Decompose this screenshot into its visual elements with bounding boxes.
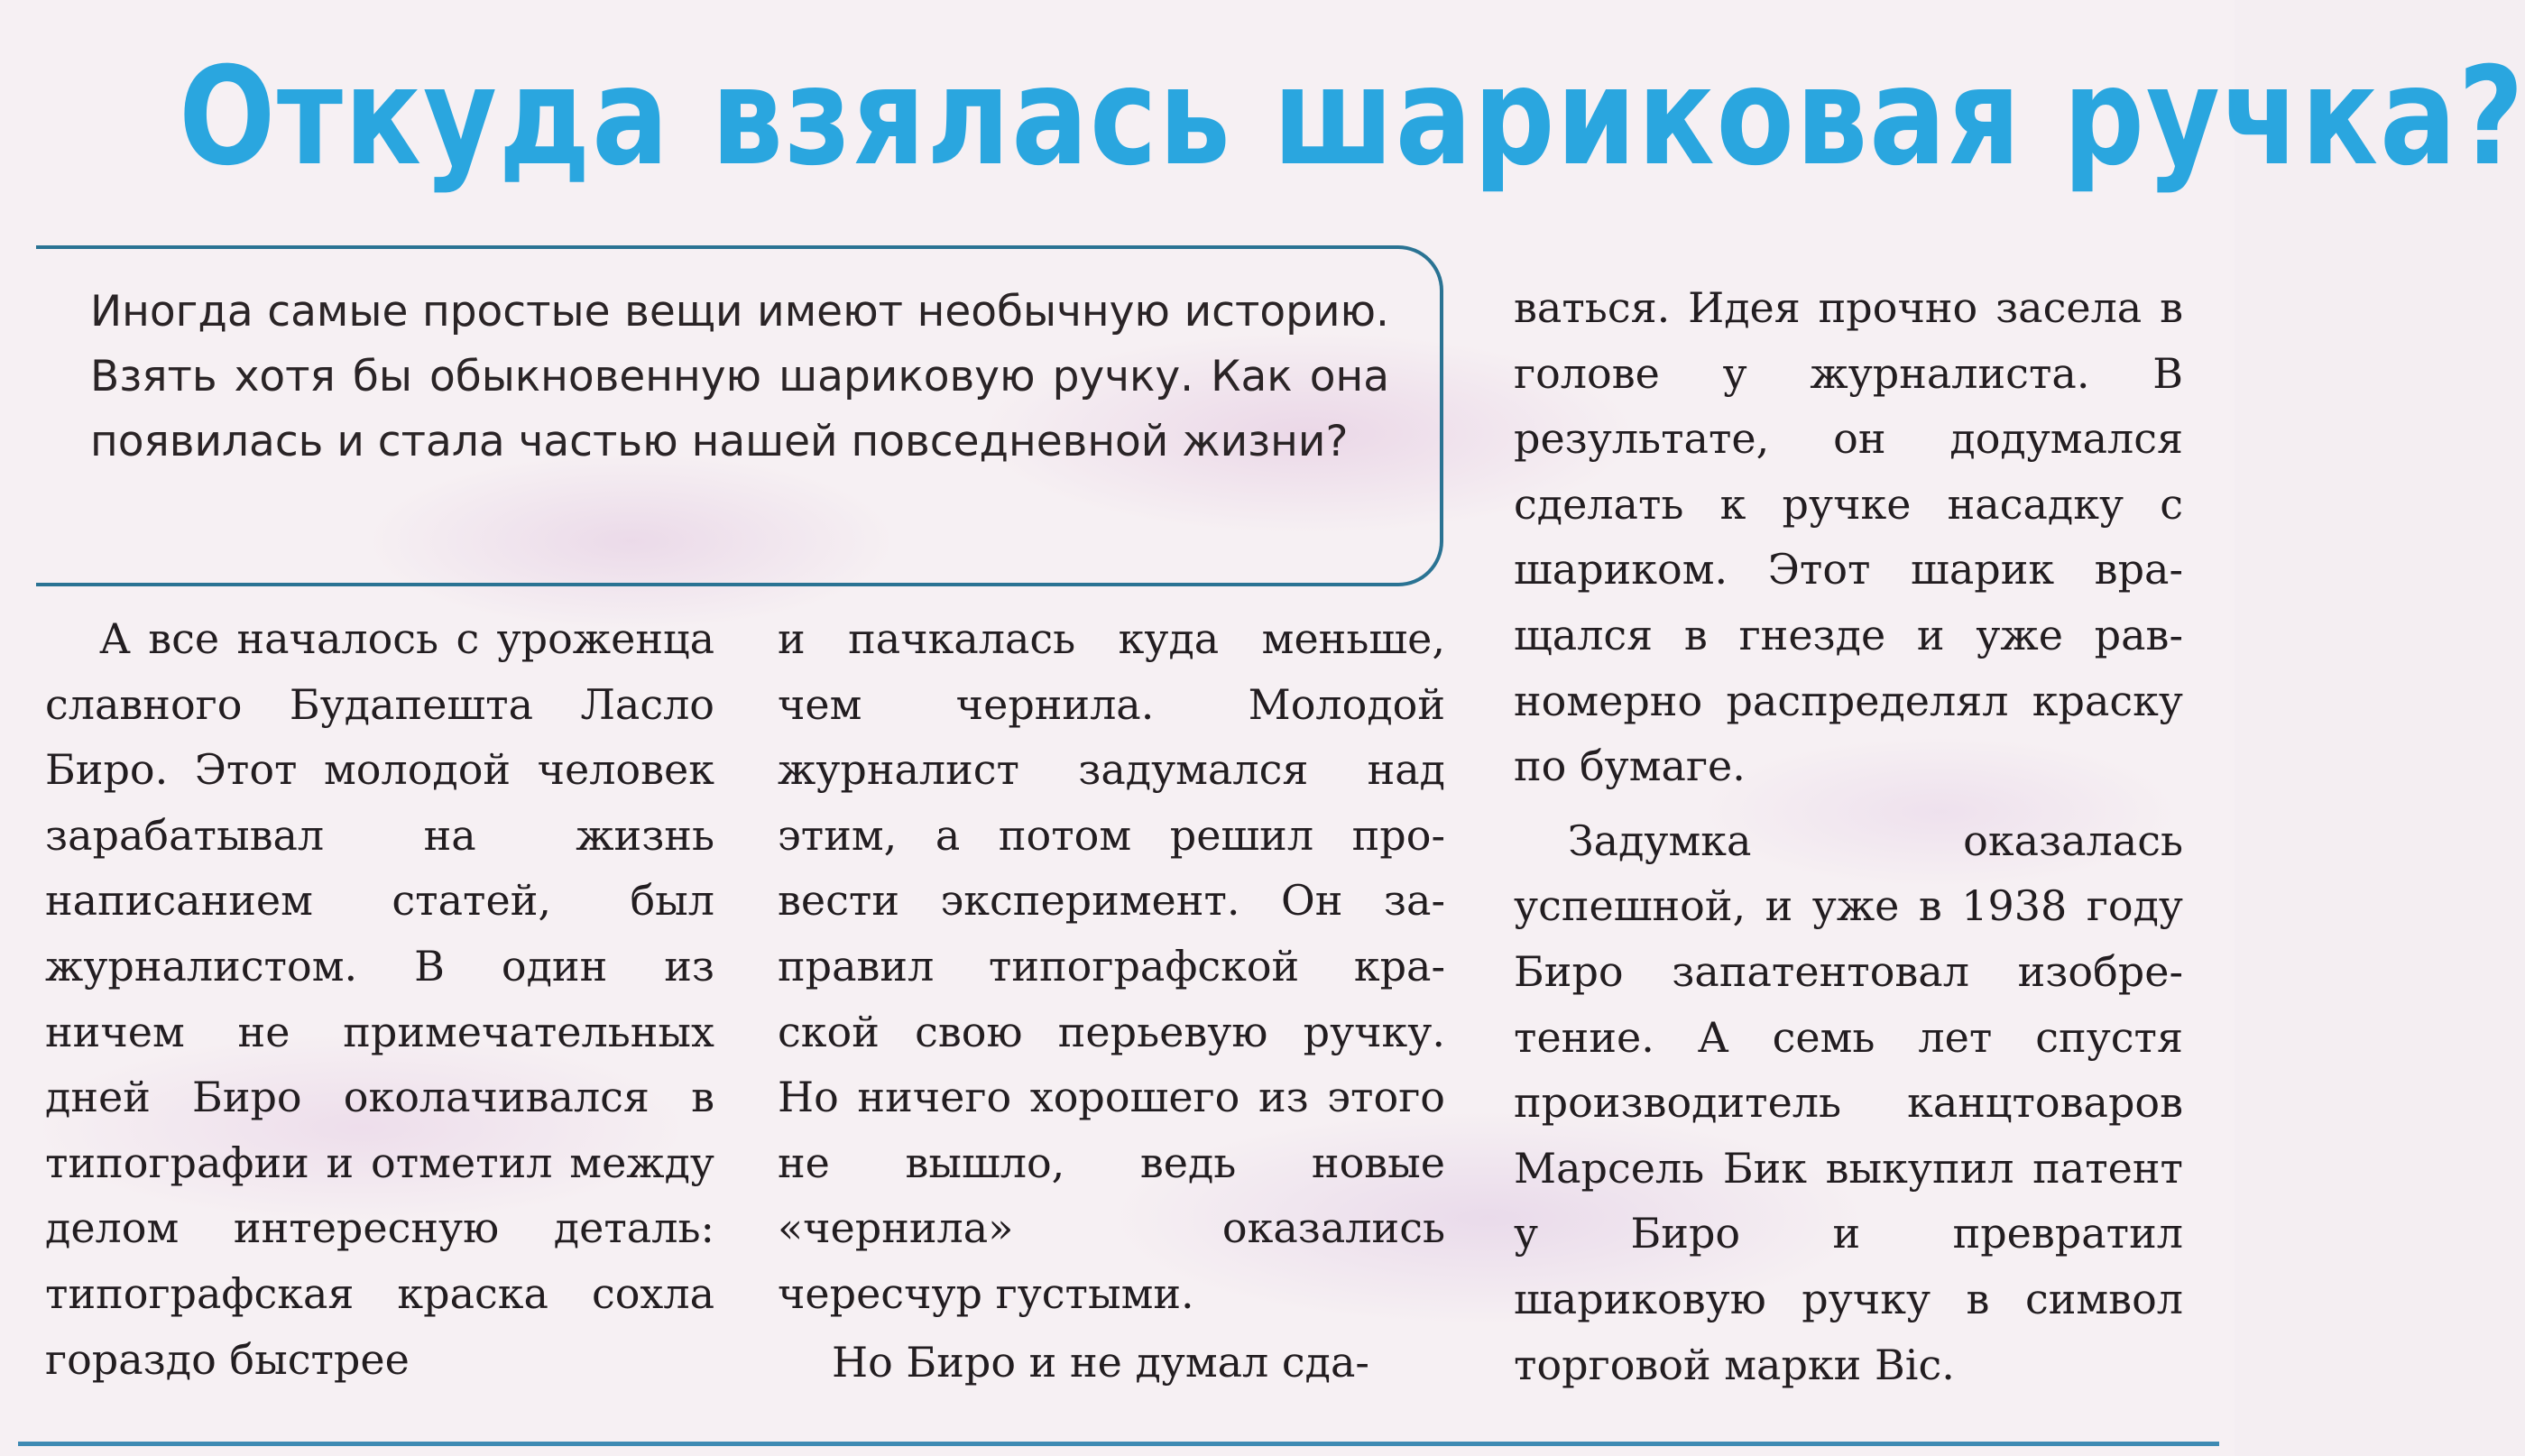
text-column-2 (778, 606, 1445, 1395)
body-paragraph: ваться. Идея прочно засела в голове у журналиста. В результате, он додумался сделать к ручке насадку с шариком. Этот шарик вращался в гнезде и уже равномерно распределял краску по бумаге. (1514, 283, 2183, 791)
body-paragraph: Но Биро и не думал сда- (832, 1337, 1369, 1387)
body-paragraph: А все началось с уроженца славного Будапешта Ласло Биро. Этот молодой человек зарабатывал на жизнь написанием статей, был журналистом. В один из ничем не примечательных дней Биро околачивался в типографии и отметил между делом интересную деталь: типографская краска сохла гораздо быстрее (45, 614, 714, 1384)
body-paragraph: и пачкалась куда меньше, чем чернила. Молодой журналист задумался над этим, а потом решил провести эксперимент. Он заправил типографской краской свою перьевую ручку. Но ничего хорошего из этого не вышло, ведь новые «чернила» оказались чересчур густыми. (778, 614, 1445, 1318)
body-paragraph: Задумка оказалась успешной, и уже в 1938 году Биро запатентовал изобретение. А семь лет спустя производитель канцтоваров Марсель Бик выкупил патент у Биро и превратил шариковую ручку в символ торговой марки Bic. (1514, 816, 2183, 1389)
bottom-rule (18, 1442, 2219, 1446)
text-column-3 (1514, 275, 2183, 1397)
article-lead: Иногда самые простые вещи имеют необычную историю. Взять хотя бы обыкновенную шариковую ручку. Как она появилась и стала частью нашей повседневной жизни? (90, 287, 1389, 466)
text-column-1 (45, 606, 714, 1392)
article-headline: Откуда взялась шариковая ручка? (179, 39, 2525, 196)
